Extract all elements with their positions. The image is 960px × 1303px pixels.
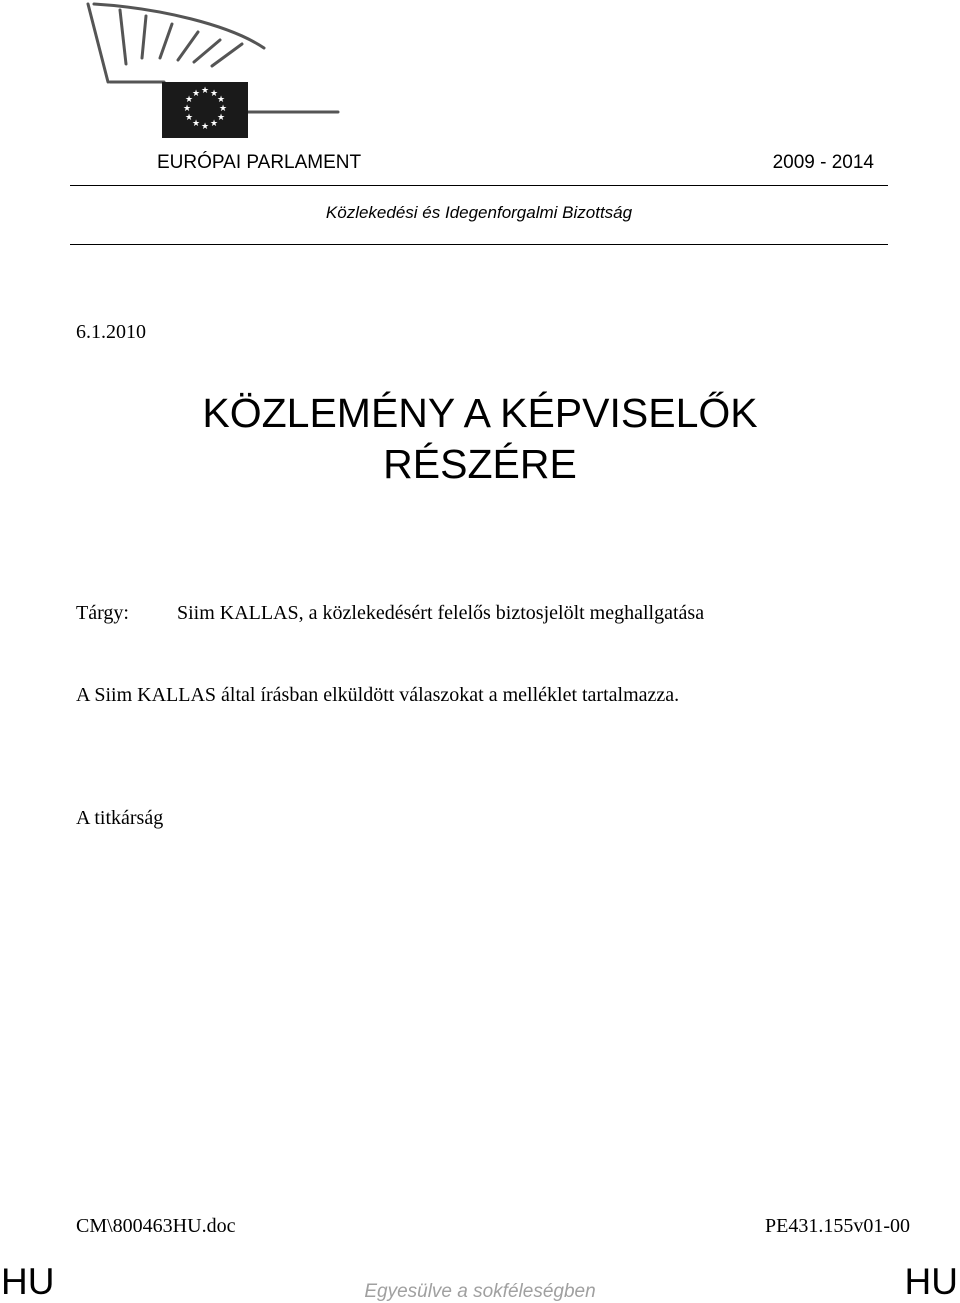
title-line-2: RÉSZÉRE	[383, 441, 577, 487]
svg-text:★: ★	[184, 95, 194, 105]
svg-text:★: ★	[216, 113, 226, 123]
organization-name: EURÓPAI PARLAMENT	[157, 152, 362, 173]
parliamentary-term: 2009 - 2014	[772, 152, 874, 173]
svg-text:★: ★	[182, 104, 192, 114]
eu-motto: Egyesülve a sokféleségben	[364, 1281, 596, 1302]
footer-pe-reference: PE431.155v01-00	[765, 1215, 910, 1237]
svg-text:★: ★	[191, 119, 201, 129]
subject-label: Tárgy:	[76, 602, 129, 624]
document-title	[0, 388, 960, 490]
svg-text:★: ★	[184, 113, 194, 123]
svg-text:★: ★	[209, 89, 219, 99]
svg-text:★: ★	[218, 104, 228, 114]
signature: A titkárság	[76, 807, 164, 829]
svg-text:★: ★	[200, 86, 210, 96]
european-parliament-logo	[80, 0, 350, 145]
svg-text:★: ★	[209, 119, 219, 129]
language-code-right: HU	[904, 1261, 958, 1302]
committee-divider	[70, 244, 888, 245]
subject-text: Siim KALLAS, a közlekedésért felelős biztosjelölt meghallgatása	[177, 602, 705, 624]
svg-text:★: ★	[200, 122, 210, 132]
title-line-1: KÖZLEMÉNY A KÉPVISELŐK	[202, 390, 758, 436]
committee-name: Közlekedési és Idegenforgalmi Bizottság	[325, 203, 633, 222]
footer-document-reference: CM\800463HU.doc	[76, 1215, 236, 1237]
svg-text:★: ★	[191, 89, 201, 99]
header-divider	[70, 185, 888, 186]
language-code-left: HU	[1, 1261, 55, 1302]
svg-text:★: ★	[216, 95, 226, 105]
document-date: 6.1.2010	[76, 321, 146, 343]
body-paragraph: A Siim KALLAS által írásban elküldött válaszokat a melléklet tartalmazza.	[76, 684, 680, 706]
